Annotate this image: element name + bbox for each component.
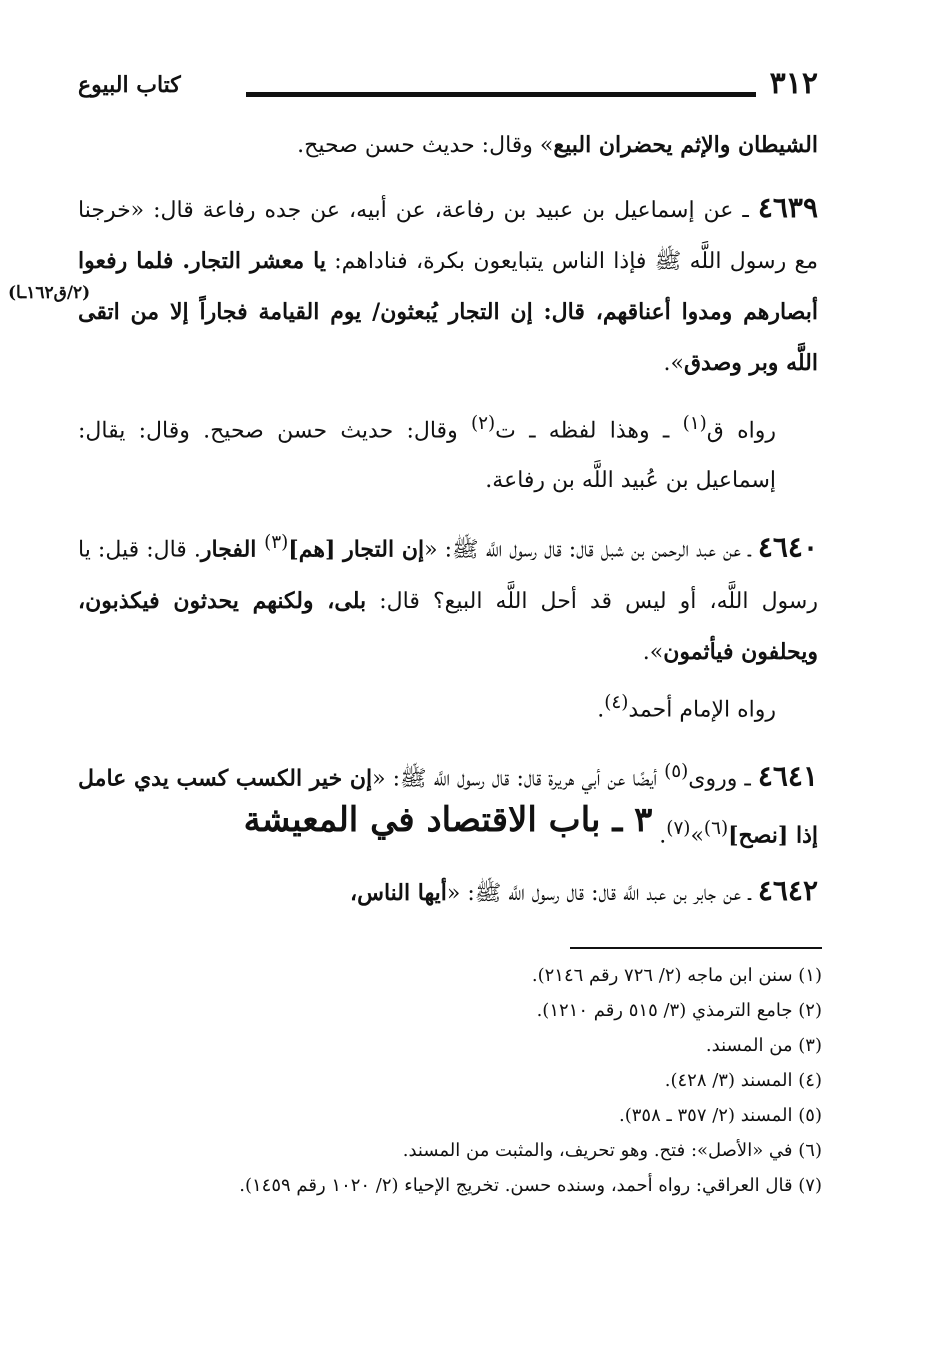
- footnote-ref: (٥): [664, 760, 689, 782]
- text-segment: أيها الناس،: [350, 880, 447, 906]
- hadith-4639-source: [78, 399, 818, 506]
- text-segment: إن خير الكسب كسب يدي عامل إذا [نصح]: [78, 765, 818, 849]
- hadith-number: ٤٦٤١: [757, 759, 818, 793]
- text-segment: أيضًا عن أبي هريرة قال: قال رسول اللَّه ﷺ: «: [372, 766, 665, 792]
- header-rule: [246, 92, 756, 97]
- footnote: (٧) قال العراقي: رواه أحمد، وسنده حسن. تخريج الإحياء (٢/ ١٠٢٠ رقم ١٤٥٩).: [239, 1175, 822, 1196]
- hadith-4640: [78, 518, 818, 677]
- footnote-ref: (٢): [470, 413, 496, 434]
- footnotes: [78, 958, 822, 1203]
- margin-note: (٢/ق١٦٢ـا): [8, 283, 91, 303]
- text-segment: الشيطان والإثم يحضران البيع: [553, 132, 818, 158]
- book-title: كتاب البيوع: [78, 72, 181, 98]
- page-header: [78, 64, 818, 104]
- main-text: [78, 120, 818, 862]
- footnote-ref: (١): [682, 413, 707, 434]
- text-segment: ».: [663, 351, 684, 376]
- hadith-4642: [78, 866, 818, 919]
- text-segment: ـ عن إسماعيل بن عبيد بن رفاعة، عن أبيه، عن جده رفاعة قال: «خرجنا مع رسول اللَّه ﷺ فإذا الناس يتبايعون بكرة، فناداهم:: [78, 198, 818, 274]
- footnote: (١) سنن ابن ماجه (٢/ ٧٢٦ رقم ٢١٤٦).: [531, 965, 822, 986]
- text-segment: بلى، ولكنهم يحدثون فيكذبون، ويحلفون فيأثمون: [78, 587, 818, 665]
- footnote: (٥) المسند (٢/ ٣٥٧ ـ ٣٥٨).: [619, 1105, 822, 1126]
- main-text-continued: [78, 866, 818, 919]
- text-segment: ـ عن جابر بن عبد اللَّه قال: قال رسول اللَّه ﷺ: «: [446, 881, 758, 906]
- footnote-ref: (٦): [703, 818, 729, 840]
- footnote-ref: (٤): [604, 691, 629, 713]
- hadith-4639: [78, 183, 818, 389]
- footnote-rule: [570, 947, 822, 949]
- text-segment: ـ وهذا لفظه ـ ت: [495, 418, 683, 444]
- footnote: (٣) من المسند.: [705, 1035, 822, 1056]
- footnote-ref: (٧): [666, 818, 691, 840]
- hadith-number: ٤٦٤٠: [757, 530, 818, 564]
- footnote: (٤) المسند (٣/ ٤٢٨).: [664, 1070, 822, 1091]
- hadith-number: ٤٦٤٢: [757, 874, 818, 907]
- text-segment: ـ عن عبد الرحمن بن شبل قال: قال رسول اللَّه ﷺ: «: [424, 537, 758, 563]
- footnote-ref: (٣): [264, 532, 289, 554]
- text-segment: »: [690, 823, 704, 849]
- page-number: ٣١٢: [769, 66, 818, 101]
- text-segment: » وقال: حديث حسن صحيح.: [297, 133, 554, 158]
- text-segment: رواه الإمام أحمد: [628, 696, 776, 722]
- text-segment: .: [659, 823, 667, 849]
- footnote: (٦) في «الأصل»: فتح. وهو تحريف، والمثبت من المسند.: [402, 1140, 822, 1161]
- text-segment: وقال: حديث حسن صحيح. وقال: يقال: إسماعيل بن عُبيد اللَّه بن رفاعة.: [78, 418, 776, 494]
- hadith-4640-source: [78, 678, 818, 735]
- text-segment: الفجار: [200, 536, 265, 563]
- text-segment: . قال: قيل: يا رسول اللَّه، أو ليس قد أحل اللَّه البيع؟ قال:: [78, 537, 818, 614]
- text-segment: ».: [642, 639, 664, 665]
- text-segment: ـ وروى: [688, 766, 758, 792]
- section-heading: ٣ ـ باب الاقتصاد في المعيشة: [243, 800, 653, 840]
- footnote: (٢) جامع الترمذي (٣/ ٥١٥ رقم ١٢١٠).: [536, 1000, 822, 1021]
- text-segment: .: [597, 696, 605, 722]
- text-segment: إن التجار [هم]: [288, 536, 425, 563]
- hadith-number: ٤٦٣٩: [757, 191, 818, 224]
- text-segment: يا معشر التجار. فلما رفعوا أبصارهم ومدوا أعناقهم، قال: إن التجار يُبعثون/ يوم القيامة فجاراً إلا من اتقى اللَّه وبر وصدق: [78, 248, 818, 376]
- text-segment: رواه ق: [706, 418, 776, 444]
- paragraph: [78, 120, 818, 171]
